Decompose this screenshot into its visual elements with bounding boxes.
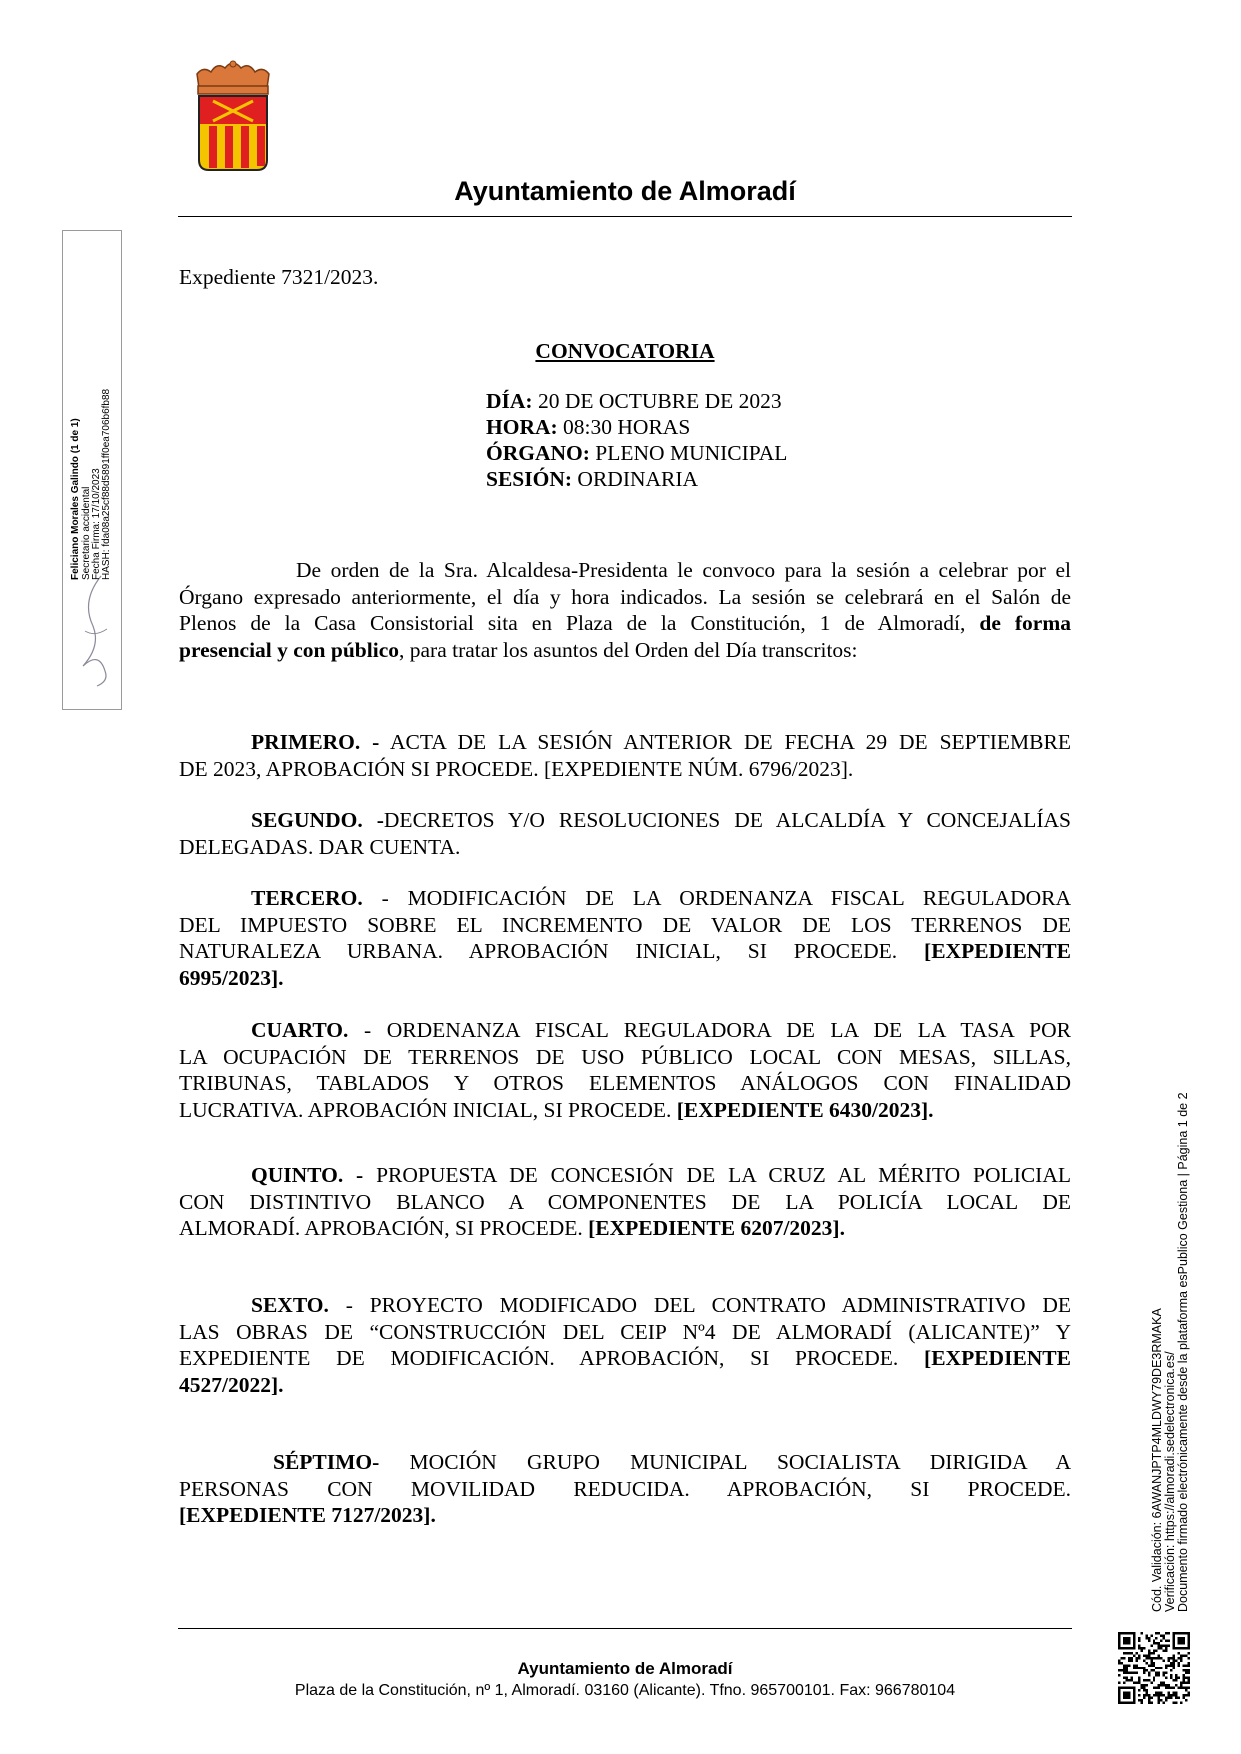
validation-url: Verificación: https://almoradi.sedelectronica.es/ bbox=[1163, 1351, 1177, 1612]
expediente-number: Expediente 7321/2023. bbox=[179, 265, 379, 289]
header-title: Ayuntamiento de Almoradí bbox=[454, 176, 796, 206]
crown-icon bbox=[197, 61, 269, 94]
header-divider bbox=[178, 216, 1072, 217]
meta-dia: DÍA: 20 DE OCTUBRE DE 2023 bbox=[486, 389, 782, 413]
intro-paragraph: De orden de la Sra. Alcaldesa-Presidenta le convoco para la sesión a celebrar por el Órgano expresado anteriormente, el día y hora indicados. La sesión se celebrará en el Salón de Plenos de la Casa Consistorial sita en Plaza de la Constitución, 1 de Almoradí, de forma presencial y con público, para tratar los asuntos del Orden del Día transcritos: bbox=[179, 558, 1071, 662]
handwritten-signature-icon bbox=[71, 571, 115, 691]
footer-divider bbox=[178, 1628, 1072, 1629]
meta-organo: ÓRGANO: PLENO MUNICIPAL bbox=[486, 441, 788, 465]
item-septimo: SÉPTIMO- MOCIÓN GRUPO MUNICIPAL SOCIALISTA DIRIGIDA A PERSONAS CON MOVILIDAD REDUCIDA. APROBACIÓN, SI PROCEDE. [EXPEDIENTE 7127/2023]. bbox=[179, 1450, 1071, 1527]
municipal-crest-logo bbox=[193, 60, 273, 172]
signature-text bbox=[60, 380, 112, 580]
signer-name: Feliciano Morales Galindo (1 de 1) bbox=[70, 418, 81, 580]
signature-date: Fecha Firma: 17/10/2023 bbox=[91, 468, 102, 580]
item-tercero: TERCERO. - MODIFICACIÓN DE LA ORDENANZA FISCAL REGULADORA DEL IMPUESTO SOBRE EL INCREMENTO DE VALOR DE LOS TERRENOS DE NATURALEZA URBANA. APROBACIÓN INICIAL, SI PROCEDE. [EXPEDIENTE 6995/2023]. bbox=[179, 886, 1071, 990]
item-cuarto: CUARTO. - ORDENANZA FISCAL REGULADORA DE LA DE LA TASA POR LA OCUPACIÓN DE TERRENOS DE USO PÚBLICO LOCAL CON MESAS, SILLAS, TRIBUNAS, TABLADOS Y OTROS ELEMENTOS ANÁLOGOS CON FINALIDAD LUCRATIVA. APROBACIÓN INICIAL, SI PROCEDE. [EXPEDIENTE 6430/2023]. bbox=[179, 1018, 1071, 1122]
shield-icon bbox=[199, 96, 267, 170]
meta-hora: HORA: 08:30 HORAS bbox=[486, 415, 691, 439]
item-sexto: SEXTO. - PROYECTO MODIFICADO DEL CONTRATO ADMINISTRATIVO DE LAS OBRAS DE “CONSTRUCCIÓN DEL CEIP Nº4 DE ALMORADÍ (ALICANTE)” Y EXPEDIENTE DE MODIFICACIÓN. APROBACIÓN, SI PROCEDE. [EXPEDIENTE 4527/2022]. bbox=[179, 1293, 1071, 1397]
validation-code: Cód. Validación: 6AWANJPTP4MLDWY79DE3RMAKA bbox=[1150, 1308, 1164, 1612]
item-quinto: QUINTO. - PROPUESTA DE CONCESIÓN DE LA CRUZ AL MÉRITO POLICIAL CON DISTINTIVO BLANCO A COMPONENTES DE LA POLICÍA LOCAL DE ALMORADÍ. APROBACIÓN, SI PROCEDE. [EXPEDIENTE 6207/2023]. bbox=[179, 1163, 1071, 1240]
item-primero: PRIMERO. - ACTA DE LA SESIÓN ANTERIOR DE FECHA 29 DE SEPTIEMBRE DE 2023, APROBACIÓN SI PROCEDE. [EXPEDIENTE NÚM. 6796/2023]. bbox=[179, 730, 1071, 781]
item-segundo: SEGUNDO. -DECRETOS Y/O RESOLUCIONES DE ALCALDÍA Y CONCEJALÍAS DELEGADAS. DAR CUENTA. bbox=[179, 808, 1071, 859]
validation-platform: Documento firmado electrónicamente desde la plataforma esPublico Gestiona | Página 1 de 2 bbox=[1176, 1092, 1190, 1612]
footer-name: Ayuntamiento de Almoradí bbox=[517, 1659, 733, 1678]
signature-hash: HASH: fda08a25cf88d5891ff0ea706b6fb88 bbox=[101, 388, 112, 580]
meta-sesion: SESIÓN: ORDINARIA bbox=[486, 467, 699, 491]
qr-code-icon[interactable] bbox=[1118, 1632, 1190, 1704]
document-title: CONVOCATORIA bbox=[535, 339, 715, 363]
signer-role: Secretario accidental bbox=[81, 486, 92, 580]
footer-address: Plaza de la Constitución, nº 1, Almoradí. 03160 (Alicante). Tfno. 965700101. Fax: 966780104 bbox=[294, 1682, 956, 1699]
